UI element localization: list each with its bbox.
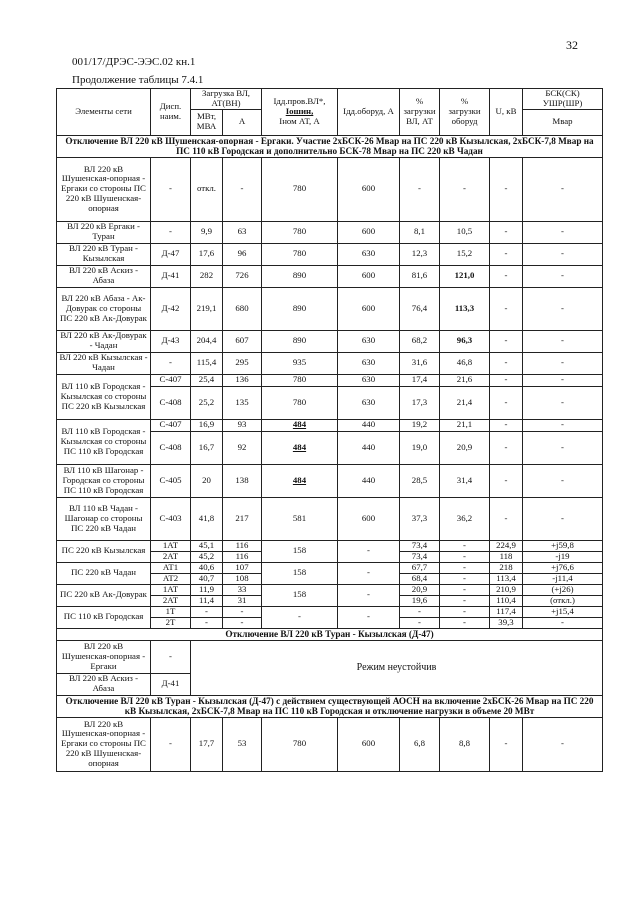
idd-obor-cell: - [338,562,400,584]
idd-prov-cell: 484 [262,464,338,497]
transformer-cell: 2АТ [151,551,191,562]
pct-vl-cell: 73,4 [400,551,440,562]
bsk-cell: - [523,386,603,419]
load-a-cell: - [223,617,262,628]
idd-obor-cell: 600 [338,221,400,243]
table-row [57,265,603,287]
section-title: Отключение ВЛ 220 кВ Туран - Кызылская (Д-47) [57,628,603,640]
table-row [57,497,603,540]
load-a-cell: - [223,157,262,221]
substation-name-cell: ПС 220 кВ Чадан [57,562,151,584]
load-a-cell: 63 [223,221,262,243]
bsk-cell: - [523,243,603,265]
section-header-row [57,628,603,640]
document-id: 001/17/ДРЭС-ЭЭС.02 кн.1 [72,56,196,68]
pct-obor-cell: 121,0 [440,265,490,287]
idd-prov-cell: 484 [262,431,338,464]
load-mvt-cell: 17,6 [191,243,223,265]
col-header-bsk: БСК(СК) УШР(ШР) [523,89,603,110]
load-mvt-cell: 40,7 [191,573,223,584]
pct-vl-cell: 8,1 [400,221,440,243]
section-title: Отключение ВЛ 220 кВ Шушенская-опорная - Ергаки. Участие 2хБСК-26 Мвар на ПС 220 кВ Кызылская, 2хБСК-7,8 Мвар на ПС 110 кВ Городская и дополнительно БСК-78 Мвар на ПС 220 кВ Чадан [57,135,603,157]
bsk-cell: - [523,497,603,540]
idd-obor-cell: 630 [338,330,400,352]
idd-obor-cell: 440 [338,464,400,497]
pct-obor-cell: 113,3 [440,287,490,330]
disp-cell: Д-41 [151,673,191,695]
element-name-cell: ВЛ 220 кВ Ак-Довурак - Чадан [57,330,151,352]
disp-cell: С-407 [151,419,191,431]
pct-obor-cell: 21,1 [440,419,490,431]
idd-prov-cell: 935 [262,352,338,374]
section-header-row [57,695,603,717]
idd-obor-cell: 440 [338,419,400,431]
pct-vl-cell: - [400,617,440,628]
disp-cell: С-408 [151,431,191,464]
element-name-cell: ВЛ 110 кВ Чадан - Шагонар со стороны ПС 220 кВ Чадан [57,497,151,540]
table-row [57,352,603,374]
idd-obor-cell: - [338,540,400,562]
voltage-cell: - [490,330,523,352]
transformer-cell: АТ2 [151,573,191,584]
element-name-cell: ВЛ 220 кВ Кызылская - Чадан [57,352,151,374]
load-mvt-cell: - [191,617,223,628]
substation-row [57,540,603,551]
load-a-cell: 33 [223,584,262,595]
load-mvt-cell: 17,7 [191,717,223,771]
voltage-cell: - [490,265,523,287]
pct-vl-cell: 19,6 [400,595,440,606]
col-header-mvt: МВт, МВА [191,109,223,135]
voltage-cell: - [490,386,523,419]
transformer-cell: 1АТ [151,584,191,595]
col-header-pct-vl: % загрузки ВЛ, АТ [400,89,440,136]
disp-cell: - [151,717,191,771]
idd-obor-cell: 630 [338,243,400,265]
load-mvt-cell: 204,4 [191,330,223,352]
element-name-cell: ВЛ 110 кВ Городская - Кызылская со стороны ПС 110 кВ Городская [57,419,151,464]
voltage-cell: - [490,157,523,221]
idd-obor-cell: 630 [338,386,400,419]
disp-cell: - [151,640,191,673]
load-a-cell: - [223,606,262,617]
element-name-cell: ВЛ 220 кВ Аскиз - Абаза [57,265,151,287]
bsk-cell: - [523,265,603,287]
idd-obor-cell: 600 [338,157,400,221]
pct-obor-cell: 46,8 [440,352,490,374]
pct-vl-cell: 20,9 [400,584,440,595]
bsk-cell: (+j26) [523,584,603,595]
idd-obor-cell: 600 [338,287,400,330]
disp-cell: С-408 [151,386,191,419]
load-mvt-cell: 282 [191,265,223,287]
element-name-cell: ВЛ 110 кВ Городская - Кызылская со стороны ПС 220 кВ Кызылская [57,374,151,419]
disp-cell: Д-42 [151,287,191,330]
load-mvt-cell: 25,4 [191,374,223,386]
idd-prov-cell: 158 [262,584,338,606]
col-header-load: Загрузка ВЛ, АТ(ВН) [191,89,262,110]
transformer-cell: 1АТ [151,540,191,551]
pct-vl-cell: 73,4 [400,540,440,551]
transformer-cell: 2АТ [151,595,191,606]
substation-name-cell: ПС 110 кВ Городская [57,606,151,628]
pct-vl-cell: 68,4 [400,573,440,584]
idd-obor-cell: 600 [338,265,400,287]
load-mvt-cell: 16,7 [191,431,223,464]
pct-vl-cell: 81,6 [400,265,440,287]
pct-vl-cell: - [400,157,440,221]
idd-prov-cell: - [262,606,338,628]
voltage-cell: 224,9 [490,540,523,551]
load-mvt-cell: 115,4 [191,352,223,374]
disp-cell: Д-47 [151,243,191,265]
bsk-cell: - [523,717,603,771]
voltage-cell: - [490,221,523,243]
idd-obor-cell: 600 [338,497,400,540]
table-row [57,464,603,497]
transformer-cell: 2Т [151,617,191,628]
bsk-cell: +j59,8 [523,540,603,551]
table-row [57,243,603,265]
bsk-cell: - [523,221,603,243]
table-row [57,419,603,431]
idd-prov-cell: 780 [262,243,338,265]
voltage-cell: - [490,717,523,771]
voltage-cell: 118 [490,551,523,562]
bsk-cell: - [523,157,603,221]
bsk-cell: - [523,464,603,497]
idd-prov-cell: 780 [262,221,338,243]
pct-obor-cell: 21,6 [440,374,490,386]
section-header-row [57,135,603,157]
substation-row [57,584,603,595]
voltage-cell: - [490,419,523,431]
element-name-cell: ВЛ 220 кВ Туран - Кызылская [57,243,151,265]
load-mvt-cell: 20 [191,464,223,497]
pct-vl-cell: 31,6 [400,352,440,374]
element-name-cell: ВЛ 220 кВ Шушенская-опорная - Ергаки со стороны ПС 220 кВ Шушенская-опорная [57,157,151,221]
bsk-cell: - [523,352,603,374]
pct-obor-cell: - [440,573,490,584]
col-header-idd-obor: Iдд.оборуд, А [338,89,400,136]
load-mvt-cell: 16,9 [191,419,223,431]
pct-obor-cell: - [440,540,490,551]
header-row [57,89,603,110]
substation-name-cell: ПС 220 кВ Ак-Довурак [57,584,151,606]
disp-cell: Д-41 [151,265,191,287]
pct-vl-cell: 19,0 [400,431,440,464]
voltage-cell: - [490,374,523,386]
idd-obor-cell: - [338,606,400,628]
idd-obor-cell: 440 [338,431,400,464]
bsk-cell: (откл.) [523,595,603,606]
voltage-cell: 39,3 [490,617,523,628]
table-row [57,221,603,243]
load-a-cell: 217 [223,497,262,540]
load-mvt-cell: 25,2 [191,386,223,419]
disp-cell: Д-43 [151,330,191,352]
pct-vl-cell: 67,7 [400,562,440,573]
load-a-cell: 93 [223,419,262,431]
idd-obor-cell: 630 [338,352,400,374]
pct-vl-cell: 68,2 [400,330,440,352]
bsk-cell: -j19 [523,551,603,562]
element-name-cell: ВЛ 110 кВ Шагонар - Городская со стороны ПС 110 кВ Городская [57,464,151,497]
table-row [57,374,603,386]
pct-vl-cell: 12,3 [400,243,440,265]
voltage-cell: - [490,464,523,497]
substation-row [57,606,603,617]
pct-obor-cell: 31,4 [440,464,490,497]
bsk-cell: +j76,6 [523,562,603,573]
idd-prov-cell: 158 [262,540,338,562]
disp-cell: - [151,221,191,243]
table-row [57,287,603,330]
voltage-cell: 110,4 [490,595,523,606]
idd-obor-cell: 630 [338,374,400,386]
pct-obor-cell: - [440,606,490,617]
network-elements-table [56,88,603,772]
idd-prov-cell: 780 [262,717,338,771]
load-a-cell: 108 [223,573,262,584]
voltage-cell: - [490,287,523,330]
pct-obor-cell: - [440,551,490,562]
pct-vl-cell: - [400,606,440,617]
bsk-cell: -j11,4 [523,573,603,584]
pct-obor-cell: - [440,617,490,628]
voltage-cell: 113,4 [490,573,523,584]
pct-vl-cell: 17,3 [400,386,440,419]
load-a-cell: 116 [223,551,262,562]
disp-cell: С-403 [151,497,191,540]
idd-prov-cell: 158 [262,562,338,584]
pct-obor-cell: 15,2 [440,243,490,265]
voltage-cell: - [490,352,523,374]
idd-obor-cell: - [338,584,400,606]
voltage-cell: - [490,497,523,540]
disp-cell: С-407 [151,374,191,386]
bsk-cell: - [523,287,603,330]
idd-prov-cell: 780 [262,157,338,221]
table-row [57,717,603,771]
col-header-a: А [223,109,262,135]
table-row [57,640,603,673]
unstable-mode-message: Режим неустойчив [191,640,603,695]
element-name-cell: ВЛ 220 кВ Аскиз - Абаза [57,673,151,695]
load-a-cell: 107 [223,562,262,573]
load-a-cell: 680 [223,287,262,330]
table-row [57,330,603,352]
idd-obor-cell: 600 [338,717,400,771]
bsk-cell: - [523,419,603,431]
load-mvt-cell: 219,1 [191,287,223,330]
load-a-cell: 136 [223,374,262,386]
load-mvt-cell: 45,1 [191,540,223,551]
substation-name-cell: ПС 220 кВ Кызылская [57,540,151,562]
disp-cell: С-405 [151,464,191,497]
pct-obor-cell: 8,8 [440,717,490,771]
voltage-cell: - [490,243,523,265]
col-header-elements: Элементы сети [57,89,151,136]
pct-obor-cell: 21,4 [440,386,490,419]
load-a-cell: 31 [223,595,262,606]
idd-prov-cell: 890 [262,330,338,352]
element-name-cell: ВЛ 220 кВ Ергаки - Туран [57,221,151,243]
pct-vl-cell: 28,5 [400,464,440,497]
pct-obor-cell: - [440,562,490,573]
transformer-cell: АТ1 [151,562,191,573]
bsk-cell: - [523,617,603,628]
load-a-cell: 53 [223,717,262,771]
load-a-cell: 726 [223,265,262,287]
voltage-cell: 210,9 [490,584,523,595]
transformer-cell: 1Т [151,606,191,617]
pct-obor-cell: - [440,584,490,595]
load-a-cell: 96 [223,243,262,265]
col-header-pct-obor: % загрузки оборуд [440,89,490,136]
load-a-cell: 135 [223,386,262,419]
bsk-cell: - [523,374,603,386]
col-header-mvar: Мвар [523,109,603,135]
col-header-disp: Дисп. наим. [151,89,191,136]
voltage-cell: - [490,431,523,464]
table-continuation-title: Продолжение таблицы 7.4.1 [72,74,204,86]
pct-vl-cell: 76,4 [400,287,440,330]
element-name-cell: ВЛ 220 кВ Шушенская-опорная - Ергаки [57,640,151,673]
bsk-cell: +j15,4 [523,606,603,617]
col-header-idd-prov: Iдд.пров.ВЛ*, Iошин, Iном АТ, А [262,89,338,136]
load-a-cell: 92 [223,431,262,464]
load-mvt-cell: 40,6 [191,562,223,573]
load-mvt-cell: 9,9 [191,221,223,243]
bsk-cell: - [523,431,603,464]
idd-prov-cell: 780 [262,374,338,386]
load-mvt-cell: откл. [191,157,223,221]
load-a-cell: 607 [223,330,262,352]
element-name-cell: ВЛ 220 кВ Шушенская-опорная - Ергаки со стороны ПС 220 кВ Шушенская-опорная [57,717,151,771]
idd-prov-cell: 890 [262,287,338,330]
load-a-cell: 138 [223,464,262,497]
load-mvt-cell: - [191,606,223,617]
pct-vl-cell: 6,8 [400,717,440,771]
disp-cell: - [151,157,191,221]
substation-row [57,562,603,573]
idd-prov-cell: 890 [262,265,338,287]
disp-cell: - [151,352,191,374]
load-a-cell: 116 [223,540,262,551]
pct-obor-cell: - [440,595,490,606]
page-number: 32 [566,38,578,52]
section-title: Отключение ВЛ 220 кВ Туран - Кызылская (Д-47) с действием существующей АОСН на включение 2хБСК-26 Мвар на ПС 220 кВ Кызылская, 2хБСК-7,8 Мвар на ПС 110 кВ Городская и отключение нагрузки в объеме 20 МВт [57,695,603,717]
bsk-cell: - [523,330,603,352]
idd-prov-cell: 484 [262,419,338,431]
pct-obor-cell: 10,5 [440,221,490,243]
voltage-cell: 117,4 [490,606,523,617]
pct-vl-cell: 19,2 [400,419,440,431]
load-mvt-cell: 11,4 [191,595,223,606]
load-mvt-cell: 45,2 [191,551,223,562]
voltage-cell: 218 [490,562,523,573]
pct-obor-cell: 20,9 [440,431,490,464]
pct-obor-cell: - [440,157,490,221]
table-row [57,157,603,221]
pct-vl-cell: 37,3 [400,497,440,540]
idd-prov-cell: 780 [262,386,338,419]
element-name-cell: ВЛ 220 кВ Абаза - Ак-Довурак со стороны ПС 220 кВ Ак-Довурак [57,287,151,330]
load-a-cell: 295 [223,352,262,374]
pct-obor-cell: 36,2 [440,497,490,540]
pct-obor-cell: 96,3 [440,330,490,352]
pct-vl-cell: 17,4 [400,374,440,386]
load-mvt-cell: 11,9 [191,584,223,595]
idd-prov-cell: 581 [262,497,338,540]
load-mvt-cell: 41,8 [191,497,223,540]
col-header-u: U, кВ [490,89,523,136]
